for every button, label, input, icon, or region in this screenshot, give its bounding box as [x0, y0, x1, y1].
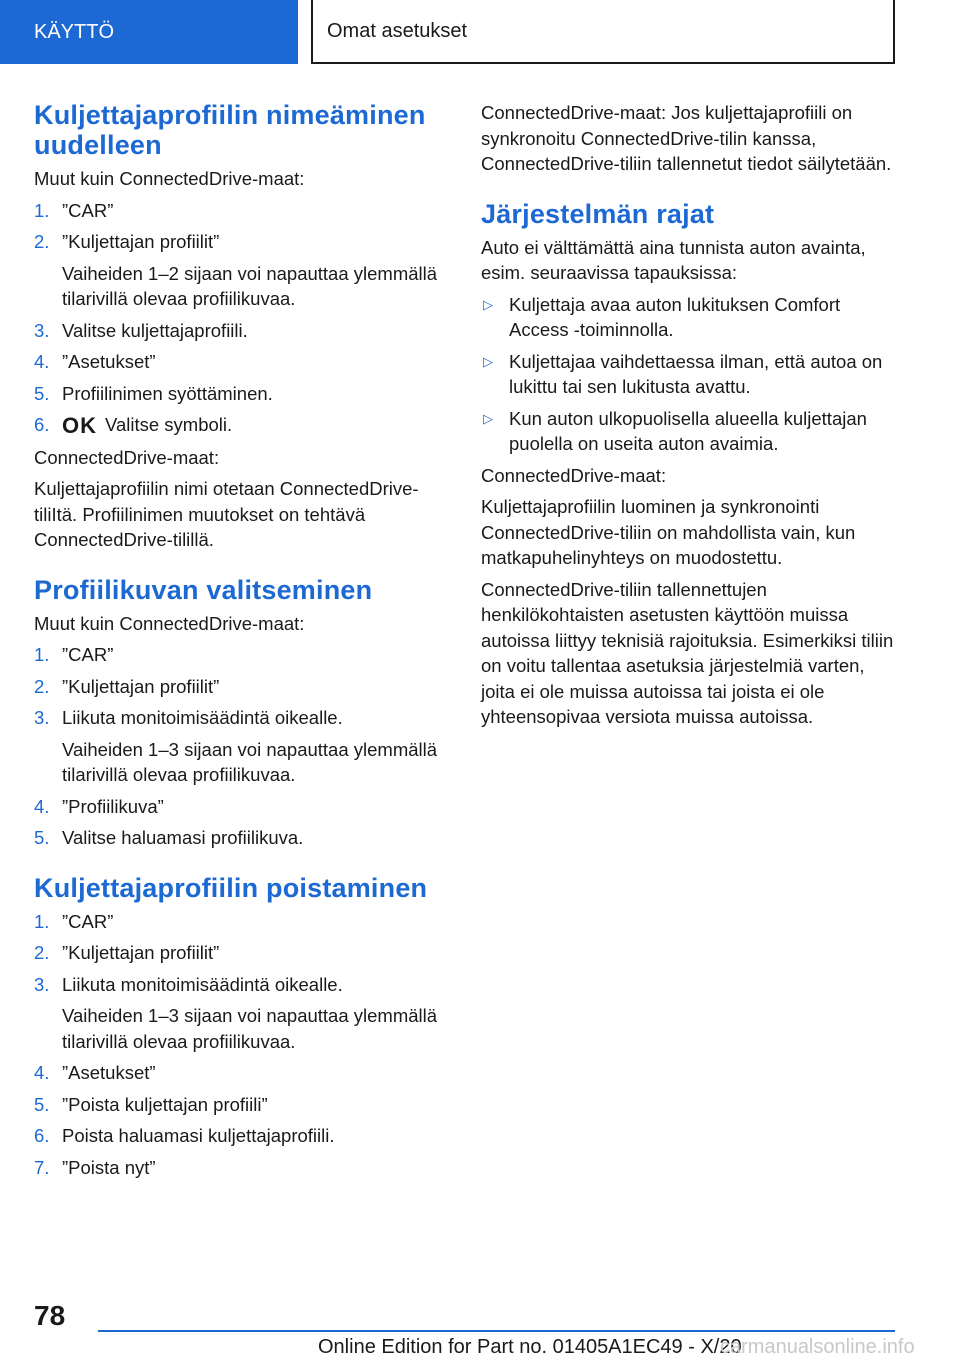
list-item [34, 198, 450, 224]
steps-picture [34, 642, 450, 851]
step-text: ”Poista nyt” [62, 1156, 156, 1178]
list-item [34, 642, 450, 668]
intro-text: Auto ei välttämättä aina tunnista auton avainta, esim. seuraavissa tapauksissa: [481, 236, 866, 283]
page-number: 78 [34, 1300, 66, 1331]
step-number: 3. [34, 707, 50, 728]
intro-text: Muut kuin ConnectedDrive-maat: [34, 168, 305, 189]
step-text: ”Kuljettajan profiilit” [62, 675, 220, 697]
list-item [481, 292, 901, 343]
list-item [34, 705, 450, 788]
list-item [34, 909, 450, 935]
list-item [34, 229, 450, 312]
step-number: 3. [34, 319, 50, 341]
step-text: ”Profiilikuva” [62, 795, 164, 817]
step-number: 2. [34, 675, 50, 697]
list-item [34, 381, 450, 407]
paragraph: ConnectedDrive-maat: [34, 446, 220, 468]
list-item [34, 318, 450, 344]
step-number: 7. [34, 1156, 50, 1178]
bullet-text: Kuljettajaa vaihdettaessa ilman, että autoa on lukittu tai sen lukitusta avattu. [509, 350, 883, 397]
paragraph: Kuljettajaprofiilin luominen ja synkronointi ConnectedDrive-tiliin on mahdollista vain, kun matkapuhelinyhteys on muodostettu. [481, 496, 856, 568]
header-chapter-box [311, 0, 895, 64]
list-item [34, 794, 450, 820]
paragraph: ConnectedDrive-maat: Jos kuljettajaprofiili on synkronoitu ConnectedDrive-tilin kanssa, ConnectedDrive-tiliin tallennetut tiedot säilytetään. [481, 102, 892, 174]
step-number: 1. [34, 910, 50, 932]
step-number: 5. [34, 1093, 50, 1115]
step-number: 3. [34, 973, 50, 995]
step-number: 6. [34, 414, 50, 435]
list-item [34, 1155, 450, 1181]
paragraph: Kuljettajaprofiilin nimi otetaan ConnectedDrive-tiliItä. Profiilinimen muutokset on tehtävä ConnectedDrive-tilillä. [34, 478, 419, 550]
step-number: 2. [34, 231, 50, 252]
list-item [34, 1123, 450, 1149]
intro-text: Muut kuin ConnectedDrive-maat: [34, 612, 305, 634]
step-text: ”Asetukset” [62, 1062, 156, 1083]
watermark: carmanualsonline.info [720, 1336, 915, 1358]
step-number: 4. [34, 351, 50, 372]
ok-icon: OK [62, 413, 97, 438]
step-text: ”Poista kuljettajan profiili” [62, 1093, 268, 1115]
step-note: Vaiheiden 1–2 sijaan voi napauttaa ylemmällä tilarivillä olevaa profiilikuvaa. [62, 262, 438, 309]
paragraph: ConnectedDrive-maat: [481, 464, 667, 486]
triangle-bullet-icon: ▷ [483, 353, 493, 369]
section-title-picture: Profiilikuvan valitseminen [34, 574, 373, 605]
step-number: 5. [34, 827, 50, 848]
step-text: Liikuta monitoimisäädintä oikealle. [62, 973, 343, 995]
step-text: ”Asetukset” [62, 351, 156, 372]
bullet-text: Kun auton ulkopuolisella alueella kuljettajan puolella on useita auton avaimia. [509, 407, 867, 454]
step-text: ”CAR” [62, 199, 114, 221]
step-number: 4. [34, 795, 50, 817]
list-item [34, 674, 450, 700]
footer-edition: Online Edition for Part no. 01405A1EC49 - X/20 [318, 1336, 742, 1358]
step-text: ”CAR” [62, 644, 114, 665]
step-number: 6. [34, 1125, 50, 1146]
limits-list [481, 292, 901, 457]
step-text: Valitse haluamasi profiilikuva. [62, 827, 304, 848]
step-text: Poista haluamasi kuljettajaprofiili. [62, 1125, 335, 1146]
triangle-bullet-icon: ▷ [483, 410, 493, 426]
step-note: Vaiheiden 1–3 sijaan voi napauttaa ylemmällä tilarivillä olevaa profiilikuvaa. [62, 1005, 438, 1052]
step-number: 1. [34, 644, 50, 665]
step-text: Liikuta monitoimisäädintä oikealle. [62, 707, 343, 728]
list-item [34, 349, 450, 375]
step-text: Valitse symboli. [105, 414, 233, 435]
step-number: 4. [34, 1062, 50, 1083]
left-column [34, 100, 450, 1186]
header-section-label: KÄYTTÖ [34, 20, 115, 43]
step-text: Profiilinimen syöttäminen. [62, 382, 273, 404]
step-text: ”Kuljettajan profiilit” [62, 942, 220, 963]
section-title-delete: Kuljettajaprofiilin poistaminen [34, 872, 428, 903]
step-note: Vaiheiden 1–3 sijaan voi napauttaa ylemmällä tilarivillä olevaa profiilikuvaa. [62, 738, 438, 785]
step-number: 2. [34, 942, 50, 963]
bullet-text: Kuljettaja avaa auton lukituksen Comfort Access -toiminnolla. [509, 293, 841, 340]
header-section-tab [0, 0, 298, 64]
list-item [34, 1092, 450, 1118]
step-text: ”Kuljettajan profiilit” [62, 231, 220, 252]
list-item [34, 972, 450, 1055]
paragraph: ConnectedDrive-tiliin tallennettujen henkilökohtaisten asetusten käyttöön muissa autoissa liittyy teknisiä rajoituksia. Esimerkiksi tiliin on voitu tallentaa asetuksia järjestelmiä varten, joita ei ole muissa autoissa tai joista ei ole yhteensopivaa versiota muissa autoissa. [481, 578, 894, 727]
section-title-rename: Kuljettajaprofiilin nimeäminen uudelleen [34, 100, 426, 160]
step-number: 1. [34, 199, 50, 221]
list-item [34, 1060, 450, 1086]
step-number: 5. [34, 382, 50, 404]
section-title-limits: Järjestelmän rajat [481, 198, 715, 229]
step-text: Valitse kuljettajaprofiili. [62, 319, 248, 341]
footer-divider [98, 1330, 895, 1332]
header-chapter-label: Omat asetukset [327, 19, 468, 42]
list-item [34, 412, 450, 439]
list-item [34, 825, 450, 851]
step-text: ”CAR” [62, 910, 114, 932]
list-item [481, 349, 901, 400]
steps-rename [34, 198, 450, 439]
right-column [481, 100, 901, 730]
list-item [481, 406, 901, 457]
triangle-bullet-icon: ▷ [483, 296, 493, 312]
steps-delete [34, 909, 450, 1181]
list-item [34, 940, 450, 966]
